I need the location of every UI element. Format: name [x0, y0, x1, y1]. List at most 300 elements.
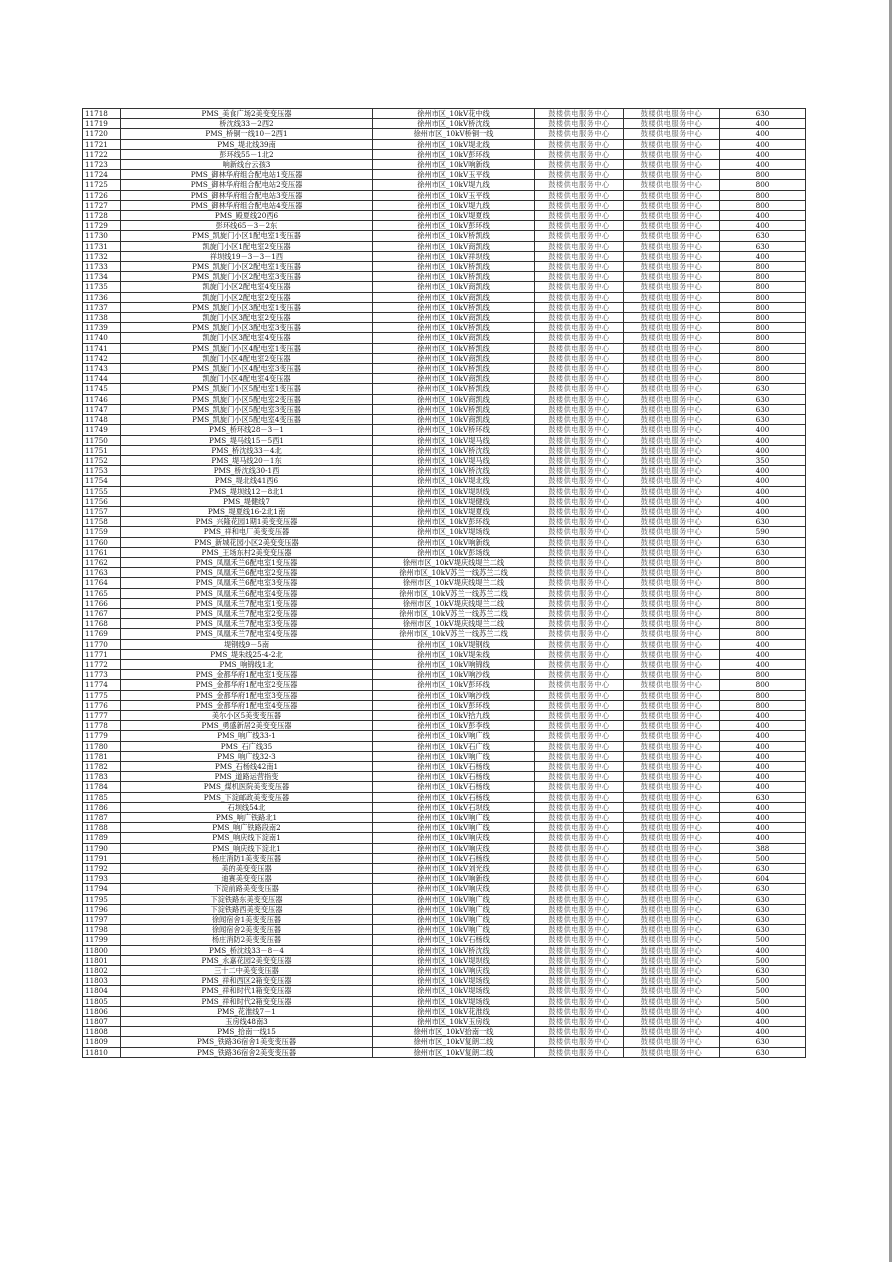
- capacity-cell: 800: [720, 353, 806, 363]
- service-center-cell: 鼓楼供电服务中心: [535, 1047, 624, 1057]
- service-center-cell: 鼓楼供电服务中心: [535, 1006, 624, 1016]
- transformer-name-cell: PMS_勇盛新居2美变变压器: [121, 721, 373, 731]
- transformer-name-cell: 堤钢线9－5南: [121, 639, 373, 649]
- transformer-name-cell: PMS_堤坝线12－8北1: [121, 486, 373, 496]
- transformer-name-cell: PMS_凯旋门小区1配电室1变压器: [121, 231, 373, 241]
- transformer-name-cell: PMS_桥沈线33－4北: [121, 445, 373, 455]
- feeder-line-cell: 徐州市区_10kV苏兰一线苏兰二线: [373, 608, 535, 618]
- management-unit-cell: 鼓楼供电服务中心: [624, 874, 720, 884]
- transformer-name-cell: 徐闻宿舍2美变变压器: [121, 925, 373, 935]
- row-id-cell: 11733: [83, 262, 121, 272]
- management-unit-cell: 鼓楼供电服务中心: [624, 649, 720, 659]
- feeder-line-cell: 徐州市区_10kV堤北线: [373, 139, 535, 149]
- row-id-cell: 11738: [83, 313, 121, 323]
- table-row: [83, 160, 806, 170]
- service-center-cell: 鼓楼供电服务中心: [535, 323, 624, 333]
- table-row: [83, 313, 806, 323]
- transformer-name-cell: PMS_凯旋门小区5配电室4变压器: [121, 415, 373, 425]
- feeder-line-cell: 徐州市区_10kV堤场线: [373, 986, 535, 996]
- service-center-cell: 鼓楼供电服务中心: [535, 629, 624, 639]
- feeder-line-cell: 徐州市区_10kV桥凯线: [373, 262, 535, 272]
- feeder-line-cell: 徐州市区_10kV商凯线: [373, 353, 535, 363]
- table-row: [83, 211, 806, 221]
- service-center-cell: 鼓楼供电服务中心: [535, 292, 624, 302]
- table-row: [83, 394, 806, 404]
- feeder-line-cell: 徐州市区_10kV响广线: [373, 751, 535, 761]
- feeder-line-cell: 徐州市区_10kV石杨线: [373, 935, 535, 945]
- management-unit-cell: 鼓楼供电服务中心: [624, 170, 720, 180]
- feeder-line-cell: 徐州市区_10kV桥凯线: [373, 231, 535, 241]
- feeder-line-cell: 徐州市区_10kV响广线: [373, 915, 535, 925]
- service-center-cell: 鼓楼供电服务中心: [535, 935, 624, 945]
- row-id-cell: 11784: [83, 782, 121, 792]
- table-row: [83, 119, 806, 129]
- management-unit-cell: 鼓楼供电服务中心: [624, 272, 720, 282]
- transformer-name-cell: PMS_金都华府1配电室1变压器: [121, 670, 373, 680]
- capacity-cell: 400: [720, 710, 806, 720]
- transformer-name-cell: PMS_煤机医院美变变压器: [121, 782, 373, 792]
- management-unit-cell: 鼓楼供电服务中心: [624, 313, 720, 323]
- service-center-cell: 鼓楼供电服务中心: [535, 506, 624, 516]
- transformer-name-cell: 凯旋门小区4配电室2变压器: [121, 353, 373, 363]
- management-unit-cell: 鼓楼供电服务中心: [624, 1037, 720, 1047]
- feeder-line-cell: 徐州市区_10kV桥沈线: [373, 466, 535, 476]
- service-center-cell: 鼓楼供电服务中心: [535, 476, 624, 486]
- service-center-cell: 鼓楼供电服务中心: [535, 915, 624, 925]
- transformer-name-cell: PMS_响广线33-1: [121, 731, 373, 741]
- table-row: [83, 231, 806, 241]
- transformer-name-cell: 桥沈线33－2西2: [121, 119, 373, 129]
- service-center-cell: 鼓楼供电服务中心: [535, 568, 624, 578]
- service-center-cell: 鼓楼供电服务中心: [535, 527, 624, 537]
- table-row: [83, 751, 806, 761]
- table-row: [83, 986, 806, 996]
- row-id-cell: 11788: [83, 823, 121, 833]
- service-center-cell: 鼓楼供电服务中心: [535, 925, 624, 935]
- management-unit-cell: 鼓楼供电服务中心: [624, 598, 720, 608]
- table-row: [83, 496, 806, 506]
- transformer-name-cell: PMS_凯旋门小区5配电室3变压器: [121, 404, 373, 414]
- table-row: [83, 537, 806, 547]
- capacity-cell: 400: [720, 149, 806, 159]
- table-row: [83, 547, 806, 557]
- service-center-cell: 鼓楼供电服务中心: [535, 966, 624, 976]
- feeder-line-cell: 徐州市区_10kV桥凯线: [373, 272, 535, 282]
- feeder-line-cell: 徐州市区_10kV响广线: [373, 925, 535, 935]
- row-id-cell: 11739: [83, 323, 121, 333]
- management-unit-cell: 鼓楼供电服务中心: [624, 751, 720, 761]
- service-center-cell: 鼓楼供电服务中心: [535, 445, 624, 455]
- table-row: [83, 1047, 806, 1057]
- row-id-cell: 11756: [83, 496, 121, 506]
- table-row: [83, 813, 806, 823]
- capacity-cell: 800: [720, 670, 806, 680]
- feeder-line-cell: 徐州市区_10kV商凯线: [373, 241, 535, 251]
- table-row: [83, 741, 806, 751]
- transformer-name-cell: PMS_堤马线15－5西1: [121, 435, 373, 445]
- management-unit-cell: 鼓楼供电服务中心: [624, 894, 720, 904]
- table-row: [83, 200, 806, 210]
- table-row: [83, 864, 806, 874]
- service-center-cell: 鼓楼供电服务中心: [535, 598, 624, 608]
- capacity-cell: 630: [720, 394, 806, 404]
- transformer-name-cell: PMS_花淮线7－1: [121, 1006, 373, 1016]
- row-id-cell: 11735: [83, 282, 121, 292]
- capacity-cell: 630: [720, 966, 806, 976]
- row-id-cell: 11757: [83, 506, 121, 516]
- feeder-line-cell: 徐州市区_10kV堤庆线堤兰二线: [373, 557, 535, 567]
- management-unit-cell: 鼓楼供电服务中心: [624, 241, 720, 251]
- management-unit-cell: 鼓楼供电服务中心: [624, 670, 720, 680]
- capacity-cell: 590: [720, 527, 806, 537]
- capacity-cell: 400: [720, 1006, 806, 1016]
- feeder-line-cell: 徐州市区_10kV响广线: [373, 894, 535, 904]
- feeder-line-cell: 徐州市区_10kV苏兰一线苏兰二线: [373, 629, 535, 639]
- management-unit-cell: 鼓楼供电服务中心: [624, 1017, 720, 1027]
- row-id-cell: 11793: [83, 874, 121, 884]
- capacity-cell: 800: [720, 200, 806, 210]
- feeder-line-cell: 徐州市区_10kV堤朱线: [373, 649, 535, 659]
- row-id-cell: 11805: [83, 996, 121, 1006]
- capacity-cell: 630: [720, 1047, 806, 1057]
- transformer-name-cell: 徐闻宿舍1美变变压器: [121, 915, 373, 925]
- table-row: [83, 823, 806, 833]
- transformer-name-cell: PMS_堤北线41西6: [121, 476, 373, 486]
- service-center-cell: 鼓楼供电服务中心: [535, 149, 624, 159]
- row-id-cell: 11778: [83, 721, 121, 731]
- row-id-cell: 11802: [83, 966, 121, 976]
- management-unit-cell: 鼓楼供电服务中心: [624, 823, 720, 833]
- service-center-cell: 鼓楼供电服务中心: [535, 129, 624, 139]
- table-row: [83, 935, 806, 945]
- service-center-cell: 鼓楼供电服务中心: [535, 435, 624, 445]
- transformer-name-cell: PMS_凯旋门小区5配电室1变压器: [121, 384, 373, 394]
- service-center-cell: 鼓楼供电服务中心: [535, 547, 624, 557]
- transformer-name-cell: 三十二中美变变压器: [121, 966, 373, 976]
- feeder-line-cell: 徐州市区_10kV桥凯线: [373, 404, 535, 414]
- row-id-cell: 11737: [83, 302, 121, 312]
- row-id-cell: 11771: [83, 649, 121, 659]
- transformer-name-cell: PMS_桥环线28－3－1: [121, 425, 373, 435]
- transformer-name-cell: PMS_凤凰禾兰7配电室2变压器: [121, 608, 373, 618]
- capacity-cell: 400: [720, 731, 806, 741]
- capacity-cell: 630: [720, 894, 806, 904]
- capacity-cell: 800: [720, 568, 806, 578]
- feeder-line-cell: 徐州市区_10kV商凯线: [373, 333, 535, 343]
- management-unit-cell: 鼓楼供电服务中心: [624, 782, 720, 792]
- transformer-name-cell: PMS_王场东村2美变变压器: [121, 547, 373, 557]
- service-center-cell: 鼓楼供电服务中心: [535, 343, 624, 353]
- service-center-cell: 鼓楼供电服务中心: [535, 404, 624, 414]
- feeder-line-cell: 徐州市区_10kV商凯线: [373, 282, 535, 292]
- feeder-line-cell: 徐州市区_10kV商凯线: [373, 292, 535, 302]
- transformer-name-cell: PMS_金都华府1配电室3变压器: [121, 690, 373, 700]
- row-id-cell: 11794: [83, 884, 121, 894]
- transformer-table-body: [83, 109, 806, 1058]
- row-id-cell: 11809: [83, 1037, 121, 1047]
- table-row: [83, 802, 806, 812]
- table-row: [83, 762, 806, 772]
- transformer-name-cell: PMS_凯旋门小区3配电室1变压器: [121, 302, 373, 312]
- capacity-cell: 500: [720, 853, 806, 863]
- table-row: [83, 343, 806, 353]
- management-unit-cell: 鼓楼供电服务中心: [624, 578, 720, 588]
- capacity-cell: 800: [720, 170, 806, 180]
- capacity-cell: 400: [720, 813, 806, 823]
- row-id-cell: 11727: [83, 200, 121, 210]
- row-id-cell: 11789: [83, 833, 121, 843]
- capacity-cell: 630: [720, 384, 806, 394]
- service-center-cell: 鼓楼供电服务中心: [535, 109, 624, 119]
- capacity-cell: 800: [720, 588, 806, 598]
- row-id-cell: 11758: [83, 517, 121, 527]
- transformer-name-cell: 美的美变变压器: [121, 864, 373, 874]
- management-unit-cell: 鼓楼供电服务中心: [624, 190, 720, 200]
- transformer-name-cell: PMS_御林华府组合配电站4变压器: [121, 200, 373, 210]
- capacity-cell: 630: [720, 925, 806, 935]
- row-id-cell: 11796: [83, 904, 121, 914]
- table-row: [83, 466, 806, 476]
- row-id-cell: 11764: [83, 578, 121, 588]
- feeder-line-cell: 徐州市区_10kV商凯线: [373, 394, 535, 404]
- table-row: [83, 578, 806, 588]
- table-row: [83, 292, 806, 302]
- capacity-cell: 400: [720, 639, 806, 649]
- service-center-cell: 鼓楼供电服务中心: [535, 313, 624, 323]
- table-row: [83, 568, 806, 578]
- row-id-cell: 11721: [83, 139, 121, 149]
- management-unit-cell: 鼓楼供电服务中心: [624, 211, 720, 221]
- transformer-name-cell: PMS_堤夏线16-2北1南: [121, 506, 373, 516]
- capacity-cell: 400: [720, 425, 806, 435]
- transformer-name-cell: PMS_殿夏线20西6: [121, 211, 373, 221]
- transformer-name-cell: PMS_兴隆花园1期1美变变压器: [121, 517, 373, 527]
- transformer-name-cell: PMS_御林华府组合配电站2变压器: [121, 180, 373, 190]
- management-unit-cell: 鼓楼供电服务中心: [624, 772, 720, 782]
- capacity-cell: 800: [720, 180, 806, 190]
- capacity-cell: 800: [720, 333, 806, 343]
- feeder-line-cell: 徐州市区_10kV堤场线: [373, 527, 535, 537]
- capacity-cell: 800: [720, 690, 806, 700]
- table-row: [83, 608, 806, 618]
- table-row: [83, 364, 806, 374]
- service-center-cell: 鼓楼供电服务中心: [535, 792, 624, 802]
- feeder-line-cell: 徐州市区_10kV堤夏线: [373, 506, 535, 516]
- service-center-cell: 鼓楼供电服务中心: [535, 353, 624, 363]
- table-row: [83, 517, 806, 527]
- service-center-cell: 鼓楼供电服务中心: [535, 180, 624, 190]
- table-row: [83, 853, 806, 863]
- table-row: [83, 680, 806, 690]
- table-row: [83, 619, 806, 629]
- row-id-cell: 11777: [83, 710, 121, 720]
- transformer-name-cell: 响新线台云孩3: [121, 160, 373, 170]
- feeder-line-cell: 徐州市区_10kV堤场线: [373, 996, 535, 1006]
- row-id-cell: 11740: [83, 333, 121, 343]
- row-id-cell: 11755: [83, 486, 121, 496]
- feeder-line-cell: 徐州市区_10kV石杨线: [373, 762, 535, 772]
- management-unit-cell: 鼓楼供电服务中心: [624, 731, 720, 741]
- service-center-cell: 鼓楼供电服务中心: [535, 486, 624, 496]
- transformer-name-cell: PMS_道路运营指变: [121, 772, 373, 782]
- feeder-line-cell: 徐州市区_10kV桥凯线: [373, 302, 535, 312]
- management-unit-cell: 鼓楼供电服务中心: [624, 843, 720, 853]
- row-id-cell: 11722: [83, 149, 121, 159]
- feeder-line-cell: 徐州市区_10kV彭李线: [373, 721, 535, 731]
- transformer-table: [82, 108, 806, 1058]
- service-center-cell: 鼓楼供电服务中心: [535, 700, 624, 710]
- feeder-line-cell: 徐州市区_10kV桥沈线: [373, 945, 535, 955]
- table-row: [83, 149, 806, 159]
- row-id-cell: 11765: [83, 588, 121, 598]
- management-unit-cell: 鼓楼供电服务中心: [624, 976, 720, 986]
- table-row: [83, 557, 806, 567]
- table-row: [83, 241, 806, 251]
- row-id-cell: 11766: [83, 598, 121, 608]
- capacity-cell: 630: [720, 404, 806, 414]
- transformer-name-cell: PMS_凤凰禾兰7配电室4变压器: [121, 629, 373, 639]
- management-unit-cell: 鼓楼供电服务中心: [624, 690, 720, 700]
- management-unit-cell: 鼓楼供电服务中心: [624, 119, 720, 129]
- table-row: [83, 782, 806, 792]
- capacity-cell: 800: [720, 323, 806, 333]
- management-unit-cell: 鼓楼供电服务中心: [624, 353, 720, 363]
- table-row: [83, 945, 806, 955]
- transformer-name-cell: PMS_桥沈线33－8－4: [121, 945, 373, 955]
- management-unit-cell: 鼓楼供电服务中心: [624, 986, 720, 996]
- transformer-name-cell: 彭环线55－1北2: [121, 149, 373, 159]
- management-unit-cell: 鼓楼供电服务中心: [624, 925, 720, 935]
- feeder-line-cell: 徐州市区_10kV拾九线: [373, 710, 535, 720]
- capacity-cell: 630: [720, 864, 806, 874]
- management-unit-cell: 鼓楼供电服务中心: [624, 721, 720, 731]
- transformer-name-cell: PMS_桥铜一线10－2西1: [121, 129, 373, 139]
- row-id-cell: 11783: [83, 772, 121, 782]
- row-id-cell: 11797: [83, 915, 121, 925]
- capacity-cell: 500: [720, 976, 806, 986]
- feeder-line-cell: 徐州市区_10kV堤北线: [373, 476, 535, 486]
- feeder-line-cell: 徐州市区_10kV堤庆线堤兰二线: [373, 598, 535, 608]
- management-unit-cell: 鼓楼供电服务中心: [624, 231, 720, 241]
- capacity-cell: 388: [720, 843, 806, 853]
- row-id-cell: 11747: [83, 404, 121, 414]
- management-unit-cell: 鼓楼供电服务中心: [624, 680, 720, 690]
- capacity-cell: 800: [720, 292, 806, 302]
- capacity-cell: 800: [720, 680, 806, 690]
- feeder-line-cell: 徐州市区_10kV苏兰一线苏兰二线: [373, 568, 535, 578]
- table-row: [83, 976, 806, 986]
- row-id-cell: 11732: [83, 251, 121, 261]
- row-id-cell: 11768: [83, 619, 121, 629]
- table-row: [83, 476, 806, 486]
- management-unit-cell: 鼓楼供电服务中心: [624, 639, 720, 649]
- service-center-cell: 鼓楼供电服务中心: [535, 864, 624, 874]
- service-center-cell: 鼓楼供电服务中心: [535, 119, 624, 129]
- service-center-cell: 鼓楼供电服务中心: [535, 996, 624, 1006]
- transformer-name-cell: PMS_凤凰禾兰6配电室3变压器: [121, 578, 373, 588]
- feeder-line-cell: 徐州市区_10kV堤坝线: [373, 955, 535, 965]
- row-id-cell: 11736: [83, 292, 121, 302]
- row-id-cell: 11725: [83, 180, 121, 190]
- feeder-line-cell: 徐州市区_10kV响庆线: [373, 884, 535, 894]
- table-row: [83, 1027, 806, 1037]
- transformer-name-cell: PMS_石杨线42南1: [121, 762, 373, 772]
- transformer-name-cell: PMS_响锦线1北: [121, 659, 373, 669]
- capacity-cell: 400: [720, 486, 806, 496]
- transformer-name-cell: PMS_凤凰禾兰6配电室1变压器: [121, 557, 373, 567]
- service-center-cell: 鼓楼供电服务中心: [535, 976, 624, 986]
- transformer-name-cell: 凯旋门小区3配电室4变压器: [121, 333, 373, 343]
- table-row: [83, 670, 806, 680]
- service-center-cell: 鼓楼供电服务中心: [535, 680, 624, 690]
- capacity-cell: 400: [720, 160, 806, 170]
- transformer-name-cell: 杨庄消防1美变变压器: [121, 853, 373, 863]
- row-id-cell: 11779: [83, 731, 121, 741]
- management-unit-cell: 鼓楼供电服务中心: [624, 200, 720, 210]
- row-id-cell: 11730: [83, 231, 121, 241]
- service-center-cell: 鼓楼供电服务中心: [535, 955, 624, 965]
- transformer-name-cell: 美尔小区5美变变压器: [121, 710, 373, 720]
- transformer-name-cell: PMS_响庆线下淀北1: [121, 843, 373, 853]
- management-unit-cell: 鼓楼供电服务中心: [624, 884, 720, 894]
- service-center-cell: 鼓楼供电服务中心: [535, 670, 624, 680]
- service-center-cell: 鼓楼供电服务中心: [535, 170, 624, 180]
- capacity-cell: 630: [720, 109, 806, 119]
- service-center-cell: 鼓楼供电服务中心: [535, 751, 624, 761]
- service-center-cell: 鼓楼供电服务中心: [535, 731, 624, 741]
- management-unit-cell: 鼓楼供电服务中心: [624, 945, 720, 955]
- management-unit-cell: 鼓楼供电服务中心: [624, 180, 720, 190]
- capacity-cell: 400: [720, 721, 806, 731]
- feeder-line-cell: 徐州市区_10kV响新线: [373, 537, 535, 547]
- management-unit-cell: 鼓楼供电服务中心: [624, 853, 720, 863]
- transformer-name-cell: PMS_石广线35: [121, 741, 373, 751]
- feeder-line-cell: 徐州市区_10kV桥凯线: [373, 323, 535, 333]
- management-unit-cell: 鼓楼供电服务中心: [624, 445, 720, 455]
- capacity-cell: 400: [720, 251, 806, 261]
- service-center-cell: 鼓楼供电服务中心: [535, 302, 624, 312]
- service-center-cell: 鼓楼供电服务中心: [535, 333, 624, 343]
- management-unit-cell: 鼓楼供电服务中心: [624, 466, 720, 476]
- row-id-cell: 11800: [83, 945, 121, 955]
- transformer-name-cell: PMS_御林华府组合配电站1变压器: [121, 170, 373, 180]
- transformer-name-cell: PMS_永嘉花园2美变变压器: [121, 955, 373, 965]
- table-row: [83, 415, 806, 425]
- management-unit-cell: 鼓楼供电服务中心: [624, 710, 720, 720]
- service-center-cell: 鼓楼供电服务中心: [535, 221, 624, 231]
- transformer-name-cell: PMS_祥和时代1箱变变压器: [121, 986, 373, 996]
- capacity-cell: 800: [720, 302, 806, 312]
- management-unit-cell: 鼓楼供电服务中心: [624, 251, 720, 261]
- service-center-cell: 鼓楼供电服务中心: [535, 588, 624, 598]
- capacity-cell: 400: [720, 221, 806, 231]
- transformer-name-cell: PMS_祥和时代2箱变变压器: [121, 996, 373, 1006]
- management-unit-cell: 鼓楼供电服务中心: [624, 700, 720, 710]
- management-unit-cell: 鼓楼供电服务中心: [624, 486, 720, 496]
- management-unit-cell: 鼓楼供电服务中心: [624, 302, 720, 312]
- service-center-cell: 鼓楼供电服务中心: [535, 649, 624, 659]
- service-center-cell: 鼓楼供电服务中心: [535, 374, 624, 384]
- table-row: [83, 262, 806, 272]
- management-unit-cell: 鼓楼供电服务中心: [624, 955, 720, 965]
- feeder-line-cell: 徐州市区_10kV石杨线: [373, 792, 535, 802]
- row-id-cell: 11786: [83, 802, 121, 812]
- table-row: [83, 884, 806, 894]
- transformer-name-cell: PMS_堤马线20－1东: [121, 455, 373, 465]
- feeder-line-cell: 徐州市区_10kV彭环线: [373, 680, 535, 690]
- feeder-line-cell: 徐州市区_10kV响广线: [373, 823, 535, 833]
- feeder-line-cell: 徐州市区_10kV桥沈线: [373, 445, 535, 455]
